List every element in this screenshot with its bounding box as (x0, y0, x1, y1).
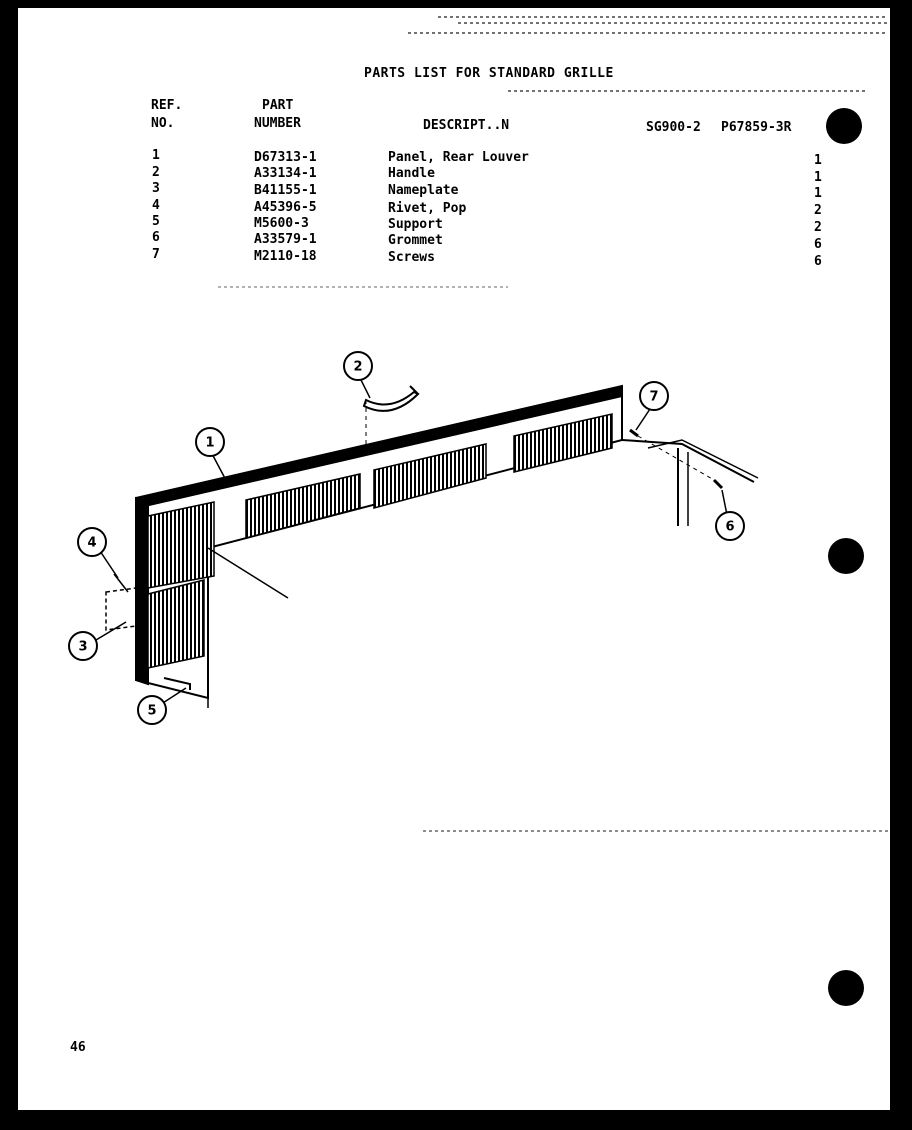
ref-cell: 1 (152, 148, 160, 163)
qty-cell: 2 (814, 220, 822, 235)
callout-1: 1 (205, 435, 215, 451)
description-cell: Screws (388, 250, 435, 265)
callout-2: 2 (353, 359, 363, 375)
header-part-line2: NUMBER (254, 116, 301, 131)
part-number-cell: D67313-1 (254, 150, 317, 165)
callout-4: 4 (87, 535, 97, 551)
parts-sheet (18, 8, 890, 1110)
description-cell: Nameplate (388, 183, 459, 198)
callout-5: 5 (147, 703, 157, 719)
ref-cell: 2 (152, 165, 160, 180)
description-cell: Support (388, 217, 443, 232)
qty-cell: 6 (814, 254, 822, 269)
page-number: 46 (70, 1040, 86, 1055)
ref-cell: 3 (152, 181, 160, 196)
ref-cell: 5 (152, 214, 160, 229)
description-cell: Handle (388, 166, 435, 181)
part-number-cell: A33579-1 (254, 232, 317, 247)
description-cell: Grommet (388, 233, 443, 248)
callout-7: 7 (649, 389, 659, 405)
qty-cell: 6 (814, 237, 822, 252)
qty-cell: 1 (814, 170, 822, 185)
description-cell: Panel, Rear Louver (388, 150, 529, 165)
callout-3: 3 (78, 639, 88, 655)
page-title: PARTS LIST FOR STANDARD GRILLE (364, 66, 614, 81)
header-description: DESCRIPT..N (423, 118, 510, 133)
part-number-cell: A33134-1 (254, 166, 317, 181)
part-number-cell: A45396-5 (254, 200, 317, 215)
ref-cell: 7 (152, 247, 160, 262)
header-part-line1: PART (262, 98, 294, 113)
ref-cell: 6 (152, 230, 160, 245)
header-model-2: P67859-3R (721, 120, 792, 135)
qty-cell: 1 (814, 153, 822, 168)
qty-cell: 1 (814, 186, 822, 201)
part-number-cell: B41155-1 (254, 183, 317, 198)
header-ref-line1: REF. (151, 98, 183, 113)
header-model-1: SG900-2 (646, 120, 701, 135)
description-cell: Rivet, Pop (388, 201, 467, 216)
part-number-cell: M2110-18 (254, 249, 317, 264)
qty-cell: 2 (814, 203, 822, 218)
callout-6: 6 (725, 519, 735, 535)
header-ref-line2: NO. (151, 116, 175, 131)
part-number-cell: M5600-3 (254, 216, 309, 231)
ref-cell: 4 (152, 198, 160, 213)
exploded-view-diagram (18, 8, 890, 1110)
